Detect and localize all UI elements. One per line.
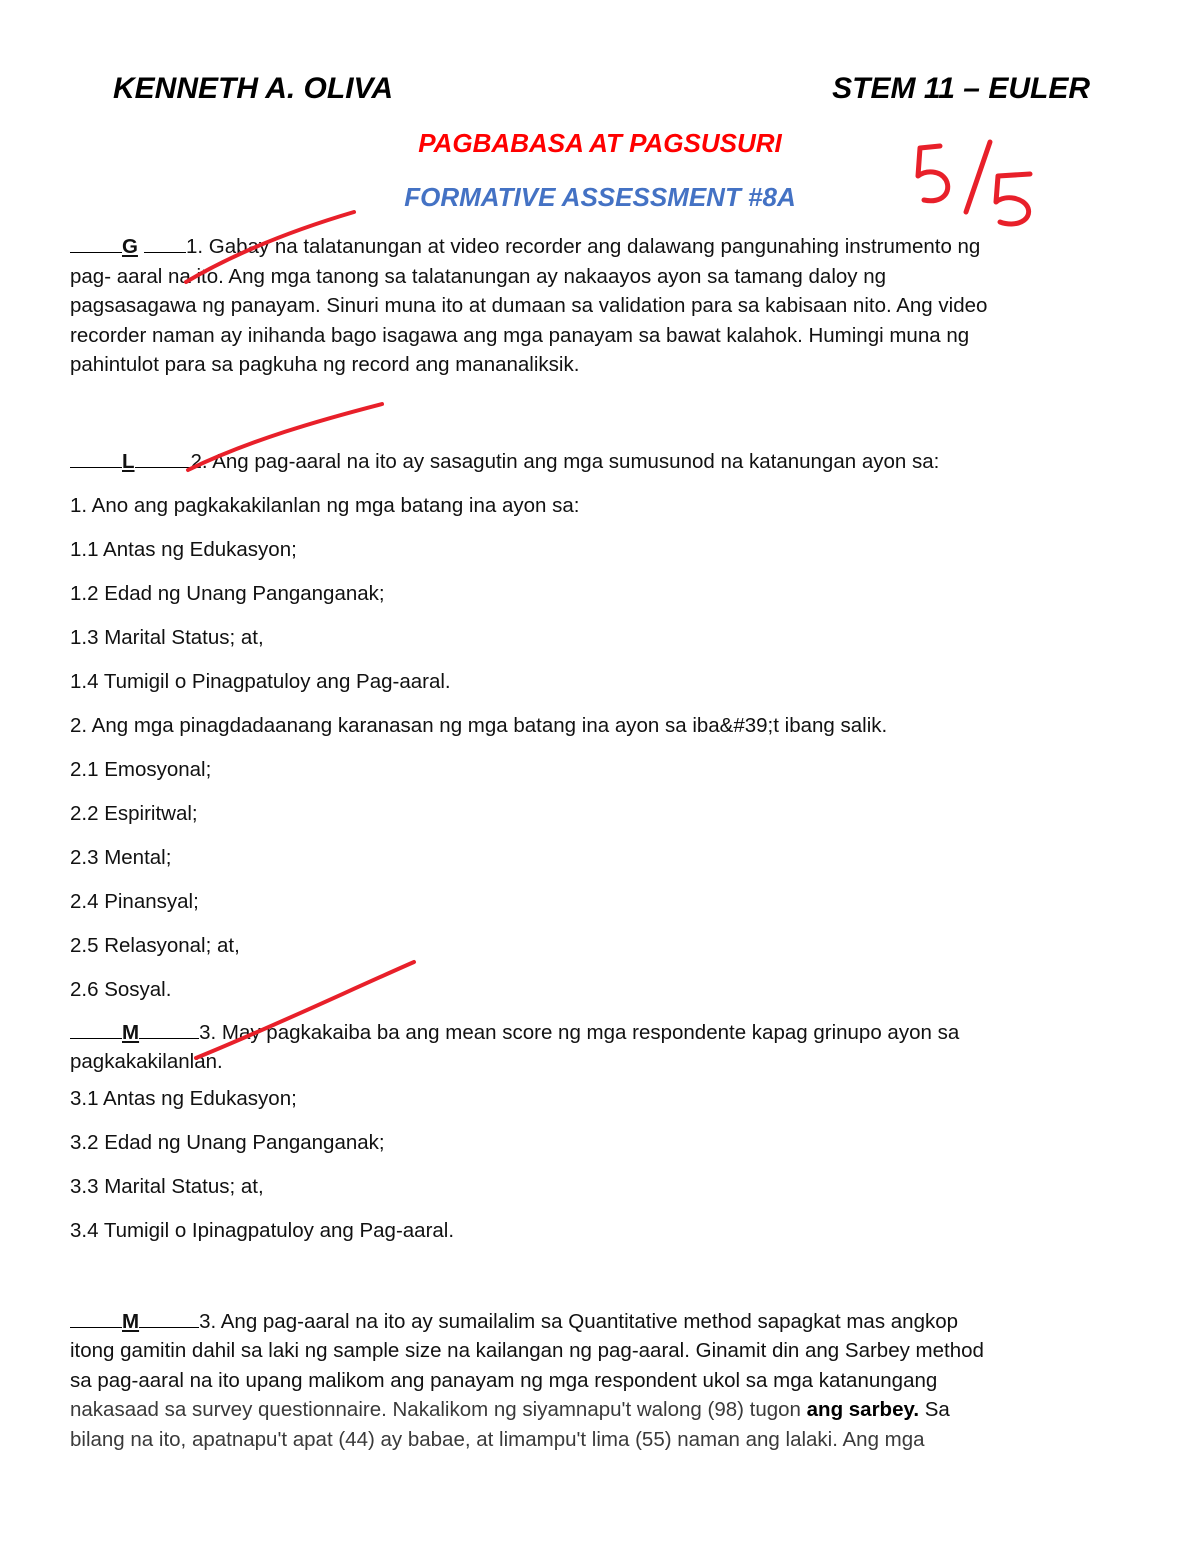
answer-1: G <box>122 235 138 258</box>
list-item: 3.4 Tumigil o Ipinagpatuloy ang Pag-aaral. <box>70 1218 455 1242</box>
list-item: 1.1 Antas ng Edukasyon; <box>70 537 297 561</box>
question-3 <box>70 1018 1130 1048</box>
question-2 <box>70 440 1130 484</box>
q1-line-4: recorder naman ay inihanda bago isagawa ang mga panayam sa bawat kalahok. Humingi muna ng <box>70 323 970 347</box>
list-item: 1.3 Marital Status; at, <box>70 625 264 649</box>
list-item: 2.4 Pinansyal; <box>70 889 199 913</box>
list-item: 1.2 Edad ng Unang Panganganak; <box>70 581 385 605</box>
list-item: 2.3 Mental; <box>70 845 172 869</box>
q4-line-1: 3. Ang pag-aaral na ito ay sumailalim sa Quantitative method sapagkat mas angkop <box>199 1309 959 1333</box>
q4-line-2: itong gamitin dahil sa laki ng sample size na kailangan ng pag-aaral. Ginamit din ang Sarbey method <box>70 1339 984 1362</box>
list-item: 3.3 Marital Status; at, <box>70 1174 264 1198</box>
list-item: 3.2 Edad ng Unang Panganganak; <box>70 1130 385 1154</box>
list-item: 2.5 Relasyonal; at, <box>70 933 240 957</box>
q1-line-3: pagsasagawa ng panayam. Sinuri muna ito at dumaan sa validation para sa kabisaan nito. Ang video <box>70 294 988 317</box>
list-item: 2.1 Emosyonal; <box>70 757 212 781</box>
document-body <box>70 232 1130 1454</box>
handwritten-score-5-of-5 <box>912 136 1042 230</box>
q4-line-4: nakasaad sa survey questionnaire. Nakalikom ng siyamnapu't walong (98) tugon ang sarbey. Sa <box>70 1398 950 1421</box>
subject-title: PAGBABASA AT PAGSUSURI <box>418 128 782 158</box>
q4-line-3: sa pag-aaral na ito upang malikom ang panayam ng mga respondent ukol sa mga katanungang <box>70 1368 938 1392</box>
q3-line-2: pagkakakilanlan. <box>70 1050 223 1073</box>
q1-line-1: 1. Gabay na talatanungan at video recorder ang dalawang pangunahing instrumento ng <box>185 235 981 258</box>
list-item: 1.4 Tumigil o Pinagpatuloy ang Pag-aaral. <box>70 669 451 693</box>
list-item: 2. Ang mga pinagdadaanang karanasan ng mga batang ina ayon sa iba&#39;t ibang salik. <box>70 713 888 737</box>
q4-line-5: bilang na ito, apatnapu't apat (44) ay babae, at limampu't lima (55) naman ang lalaki. Ang mga <box>70 1427 925 1451</box>
q1-line-2: pag- aaral na ito. Ang mga tanong sa talatanungan ay nakaayos ayon sa tamang daloy ng <box>70 264 887 288</box>
assessment-title: FORMATIVE ASSESSMENT #8A <box>404 182 796 212</box>
list-item: 2.6 Sosyal. <box>70 977 172 1001</box>
answer-4: M <box>122 1309 140 1333</box>
q2-intro: 2. Ang pag-aaral na ito ay sasagutin ang mga sumusunod na katanungan ayon sa: <box>190 449 940 473</box>
section-name: STEM 11 – EULER <box>832 72 1090 105</box>
list-item: 3.1 Antas ng Edukasyon; <box>70 1086 297 1110</box>
question-4 <box>70 1307 1130 1337</box>
list-item: 2.2 Espiritwal; <box>70 801 198 825</box>
student-name: KENNETH A. OLIVA <box>113 72 394 105</box>
question-1 <box>70 232 1130 262</box>
answer-3: M <box>122 1020 140 1044</box>
q1-line-5: pahintulot para sa pagkuha ng record ang mananaliksik. <box>70 353 580 376</box>
answer-2: L <box>122 449 135 473</box>
list-item: 1. Ano ang pagkakakilanlan ng mga batang ina ayon sa: <box>70 493 580 517</box>
q3-line-1: 3. May pagkakaiba ba ang mean score ng mga respondente kapag grinupo ayon sa <box>199 1020 960 1044</box>
